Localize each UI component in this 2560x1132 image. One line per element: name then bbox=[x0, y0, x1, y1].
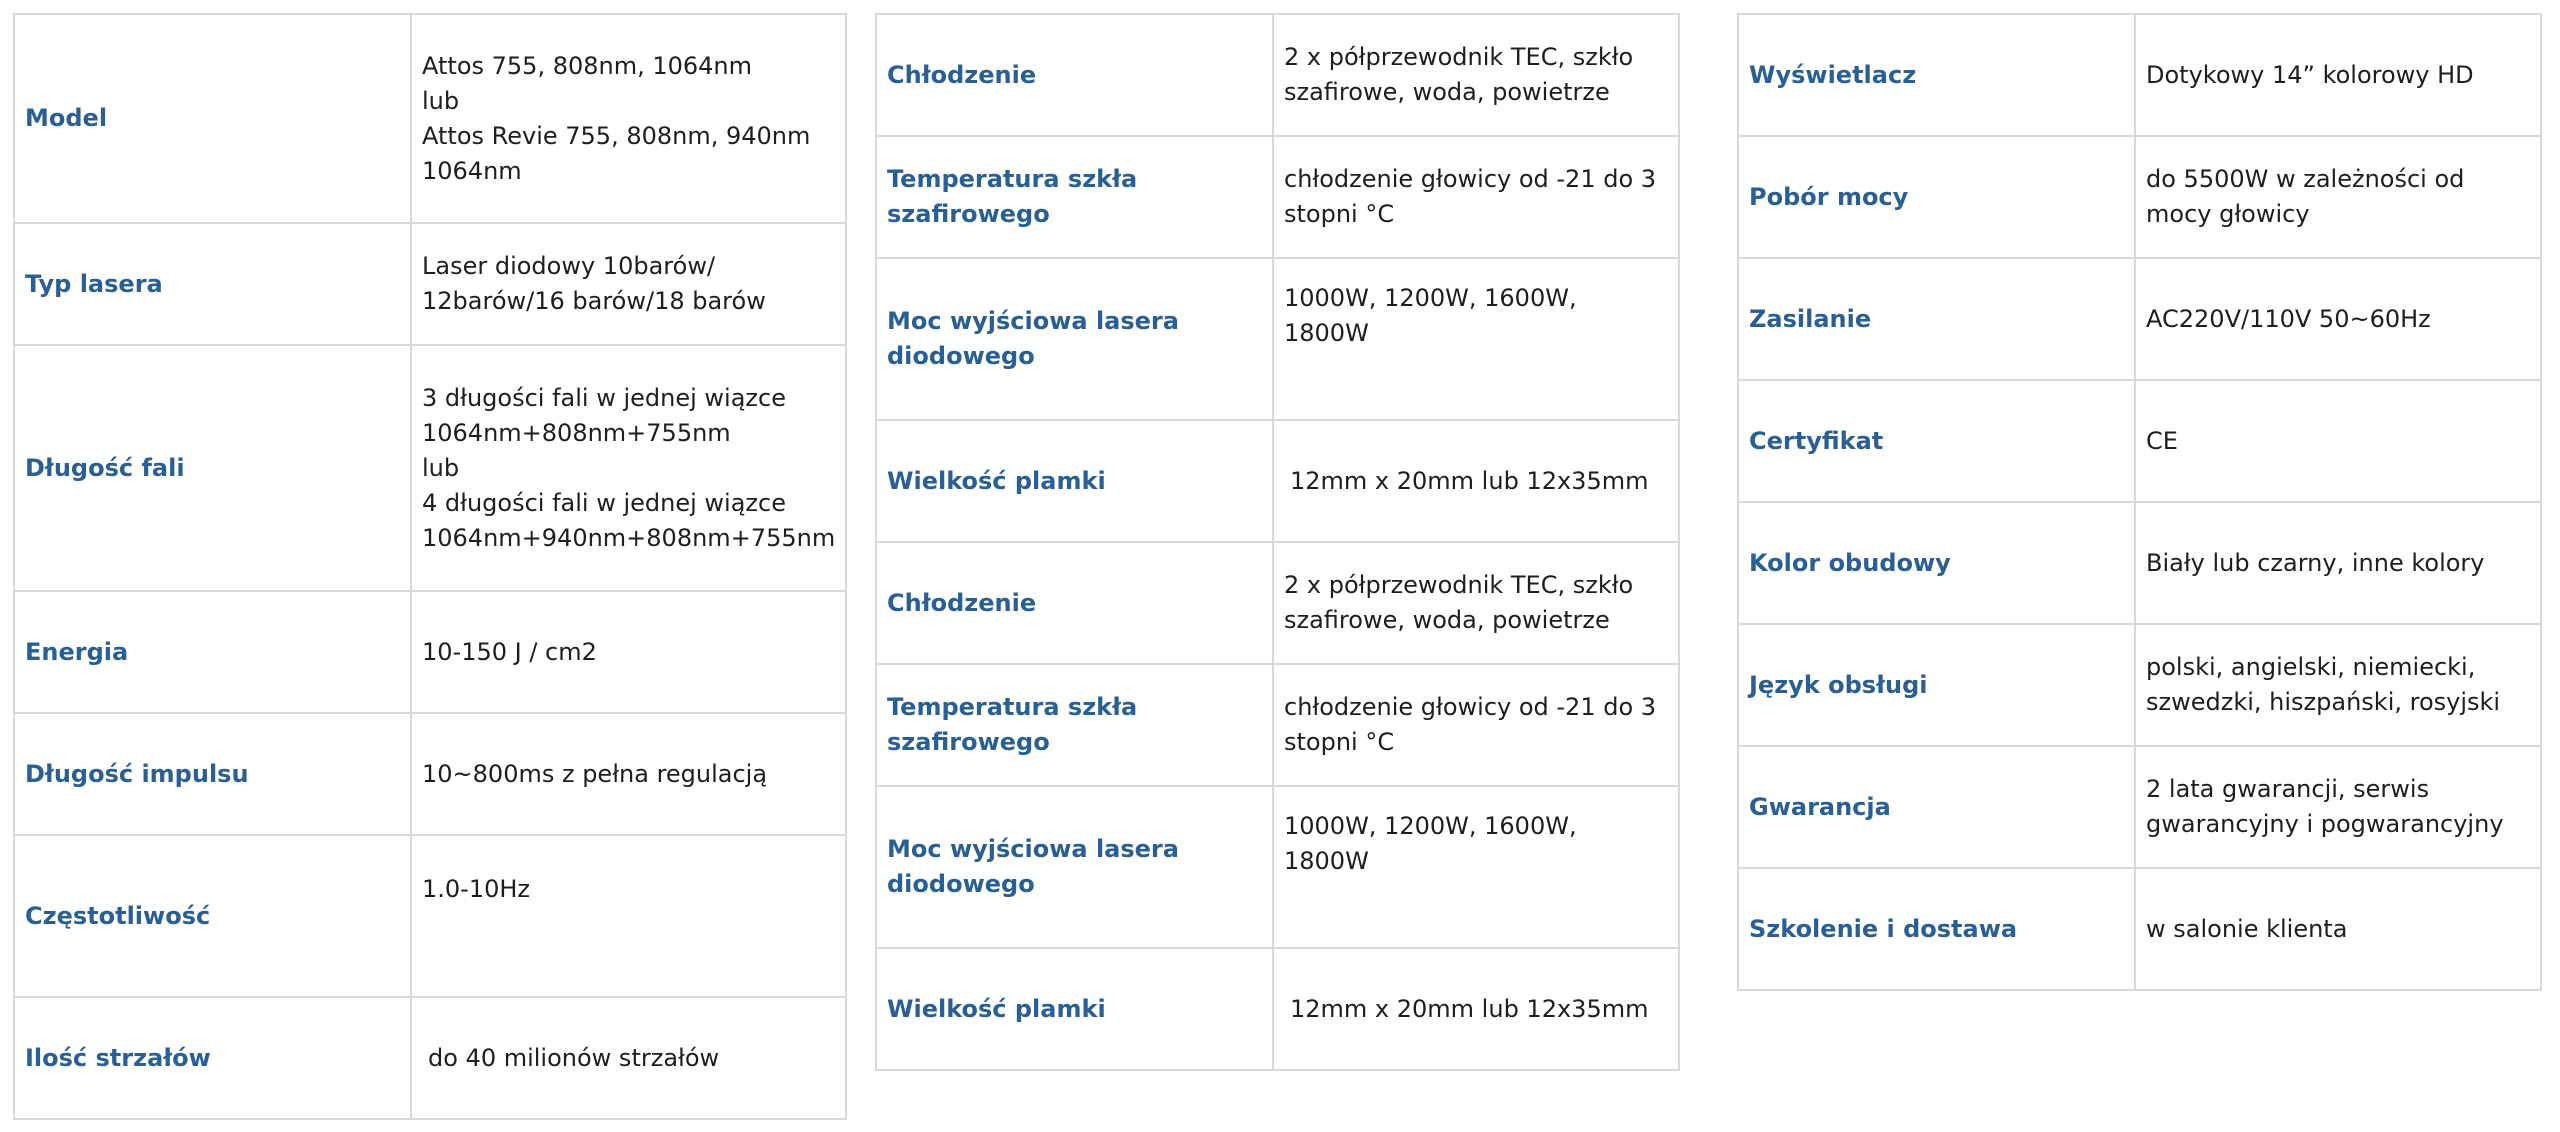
spec-label: Długość impulsu bbox=[14, 713, 411, 835]
spec-label: Moc wyjściowa lasera diodowego bbox=[876, 786, 1273, 948]
table-row bbox=[14, 591, 846, 713]
spec-value: 12mm x 20mm lub 12x35mm bbox=[1273, 948, 1679, 1070]
table-row bbox=[1738, 258, 2541, 380]
spec-label: Wielkość plamki bbox=[876, 420, 1273, 542]
table-row bbox=[14, 345, 846, 591]
spec-label: Długość fali bbox=[14, 345, 411, 591]
spec-value: 1000W, 1200W, 1600W, 1800W bbox=[1273, 786, 1679, 948]
spec-table-1 bbox=[13, 13, 847, 1120]
table-row bbox=[14, 223, 846, 345]
spec-table-3 bbox=[1737, 13, 2542, 991]
spec-label: Wielkość plamki bbox=[876, 948, 1273, 1070]
table-row bbox=[876, 786, 1679, 948]
spec-value: AC220V/110V 50~60Hz bbox=[2135, 258, 2541, 380]
spec-label: Kolor obudowy bbox=[1738, 502, 2135, 624]
table-row bbox=[876, 258, 1679, 420]
spec-value: 1000W, 1200W, 1600W, 1800W bbox=[1273, 258, 1679, 420]
spec-value: 1.0-10Hz bbox=[411, 835, 846, 997]
spec-label: Język obsługi bbox=[1738, 624, 2135, 746]
spec-label: Pobór mocy bbox=[1738, 136, 2135, 258]
spec-label: Temperatura szkła szafirowego bbox=[876, 136, 1273, 258]
spec-value: do 5500W w zależności od mocy głowicy bbox=[2135, 136, 2541, 258]
spec-label: Model bbox=[14, 14, 411, 223]
spec-value: 2 x półprzewodnik TEC, szkło szafirowe, woda, powietrze bbox=[1273, 542, 1679, 664]
spec-value: 10-150 J / cm2 bbox=[411, 591, 846, 713]
spec-label: Szkolenie i dostawa bbox=[1738, 868, 2135, 990]
spec-value: chłodzenie głowicy od -21 do 3 stopni °C bbox=[1273, 136, 1679, 258]
spec-label: Wyświetlacz bbox=[1738, 14, 2135, 136]
spec-label: Ilość strzałów bbox=[14, 997, 411, 1119]
table-row bbox=[1738, 380, 2541, 502]
spec-label: Gwarancja bbox=[1738, 746, 2135, 868]
spec-value: Biały lub czarny, inne kolory bbox=[2135, 502, 2541, 624]
table-row bbox=[1738, 502, 2541, 624]
spec-label: Typ lasera bbox=[14, 223, 411, 345]
spec-value: CE bbox=[2135, 380, 2541, 502]
spec-value: Laser diodowy 10barów/ 12barów/16 barów/18 barów bbox=[411, 223, 846, 345]
spec-label: Temperatura szkła szafirowego bbox=[876, 664, 1273, 786]
table-row bbox=[14, 997, 846, 1119]
table-row bbox=[1738, 868, 2541, 990]
spec-label: Certyfikat bbox=[1738, 380, 2135, 502]
spec-value: polski, angielski, niemiecki, szwedzki, hiszpański, rosyjski bbox=[2135, 624, 2541, 746]
table-row bbox=[876, 948, 1679, 1070]
table-row bbox=[1738, 136, 2541, 258]
spec-value: Dotykowy 14” kolorowy HD bbox=[2135, 14, 2541, 136]
table-row bbox=[14, 835, 846, 997]
table-row bbox=[876, 420, 1679, 542]
spec-label: Energia bbox=[14, 591, 411, 713]
spec-value: 3 długości fali w jednej wiązce 1064nm+808nm+755nm lub 4 długości fali w jednej wiązce 1064nm+940nm+808nm+755nm bbox=[411, 345, 846, 591]
table-row bbox=[1738, 14, 2541, 136]
spec-value: 12mm x 20mm lub 12x35mm bbox=[1273, 420, 1679, 542]
table-row bbox=[14, 14, 846, 223]
table-row bbox=[876, 664, 1679, 786]
table-row bbox=[1738, 746, 2541, 868]
spec-value: w salonie klienta bbox=[2135, 868, 2541, 990]
table-row bbox=[876, 136, 1679, 258]
spec-value: do 40 milionów strzałów bbox=[411, 997, 846, 1119]
spec-label: Chłodzenie bbox=[876, 542, 1273, 664]
spec-table-2 bbox=[875, 13, 1680, 1071]
table-row bbox=[14, 713, 846, 835]
spec-label: Zasilanie bbox=[1738, 258, 2135, 380]
spec-value: 2 x półprzewodnik TEC, szkło szafirowe, woda, powietrze bbox=[1273, 14, 1679, 136]
table-row bbox=[876, 14, 1679, 136]
table-row bbox=[876, 542, 1679, 664]
spec-value: Attos 755, 808nm, 1064nm lub Attos Revie 755, 808nm, 940nm 1064nm bbox=[411, 14, 846, 223]
spec-label: Moc wyjściowa lasera diodowego bbox=[876, 258, 1273, 420]
spec-value: 10~800ms z pełna regulacją bbox=[411, 713, 846, 835]
spec-value: 2 lata gwarancji, serwis gwarancyjny i pogwarancyjny bbox=[2135, 746, 2541, 868]
table-row bbox=[1738, 624, 2541, 746]
spec-label: Chłodzenie bbox=[876, 14, 1273, 136]
spec-value: chłodzenie głowicy od -21 do 3 stopni °C bbox=[1273, 664, 1679, 786]
spec-label: Częstotliwość bbox=[14, 835, 411, 997]
